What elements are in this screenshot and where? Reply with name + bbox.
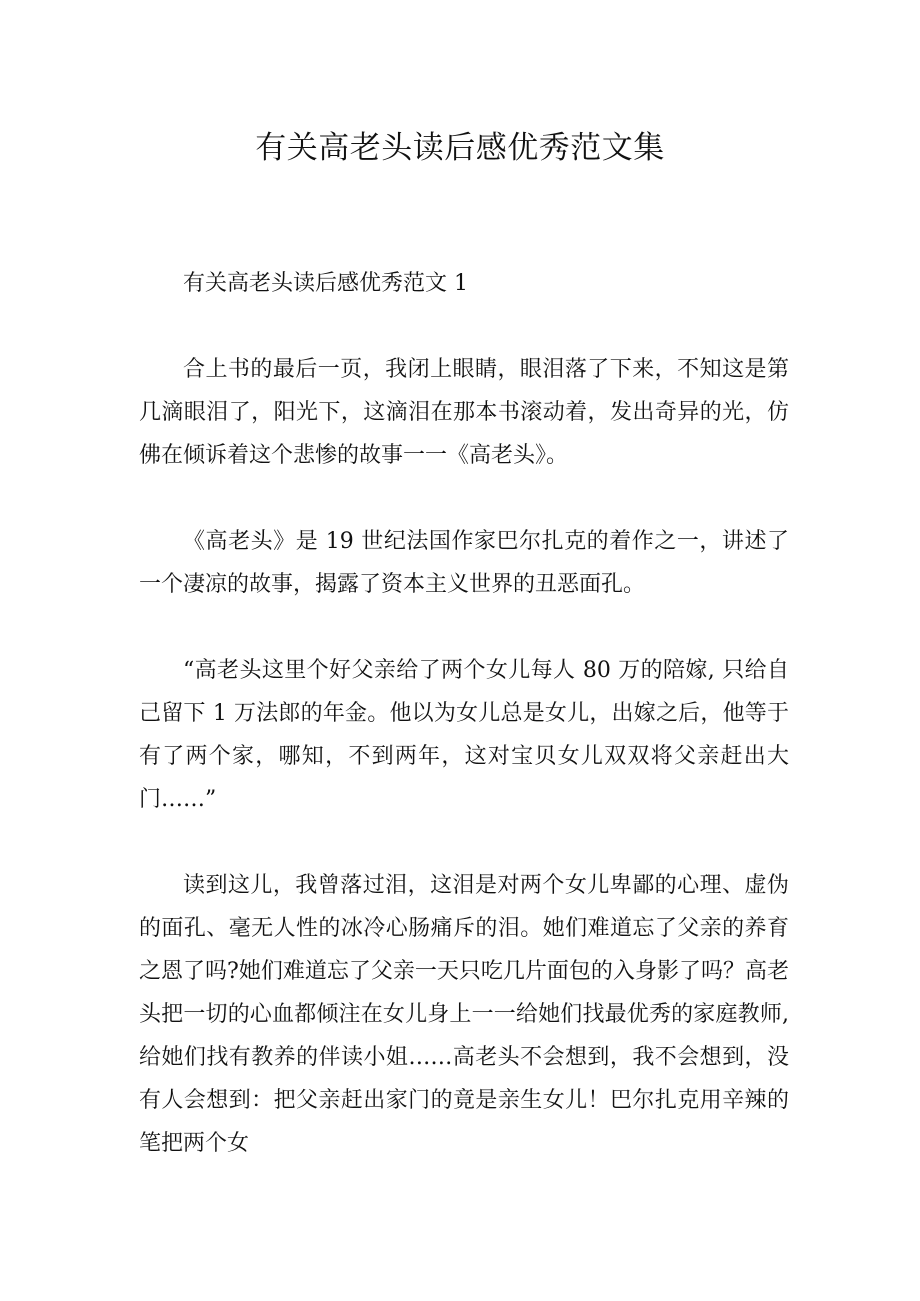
paragraph-3: “高老头这里个好父亲给了两个女儿每人 80 万的陪嫁, 只给自己留下 1 万法郎的年金。他以为女儿总是女儿，出嫁之后，他等于有了两个家，哪知，不到两年，这对宝贝女儿双双将父亲赶出大门……” — [139, 658, 789, 812]
document-title: 有关高老头读后感优秀范文集 — [255, 130, 665, 166]
document-body — [139, 262, 789, 1208]
paragraph-4: 读到这儿，我曾落过泪，这泪是对两个女儿卑鄙的心理、虚伪的面孔、毫无人性的冰冷心肠痛斥的泪。她们难道忘了父亲的养育之恩了吗?她们难道忘了父亲一天只吃几片面包的入身影了吗？高老头把一切的心血都倾注在女儿身上一一给她们找最优秀的家庭教师,给她们找有教养的伴读小姐……高老头不会想到，我不会想到，没有人会想到：把父亲赶出家门的竟是亲生女儿！巴尔扎克用辛辣的笔把两个女 — [139, 873, 789, 1156]
paragraph-1: 合上书的最后一页，我闭上眼睛，眼泪落了下来，不知这是第几滴眼泪了，阳光下，这滴泪在那本书滚动着，发出奇异的光，仿佛在倾诉着这个悲惨的故事一一《高老头》。 — [139, 357, 789, 468]
section-heading: 有关高老头读后感优秀范文 1 — [183, 271, 468, 296]
paragraph-2: 《高老头》是 19 世纪法国作家巴尔扎克的着作之一，讲述了一个凄凉的故事，揭露了资本主义世界的丑恶面孔。 — [139, 529, 789, 597]
